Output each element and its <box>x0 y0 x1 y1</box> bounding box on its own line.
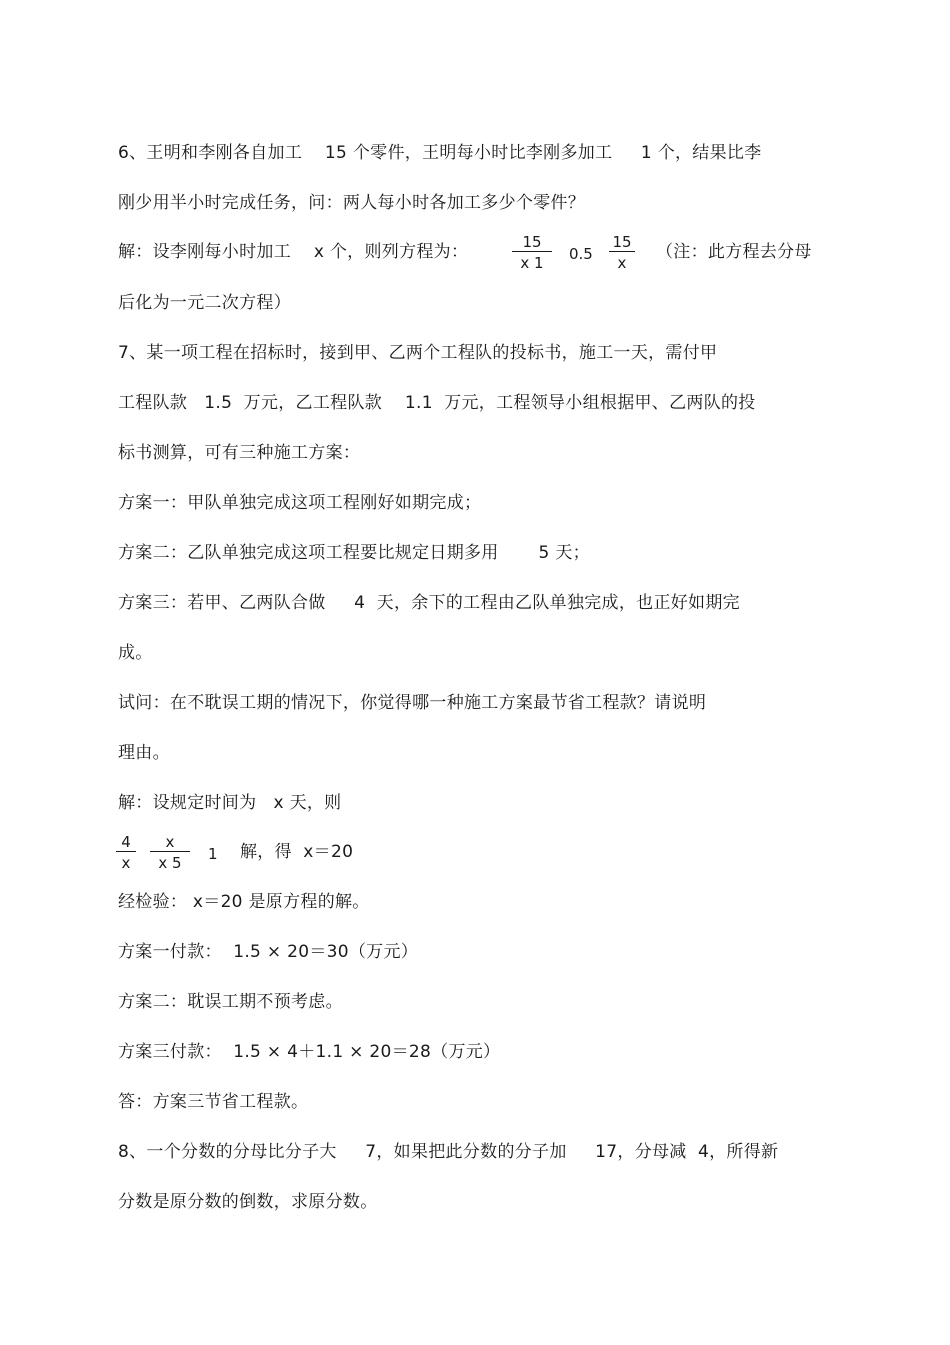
q7-line-3: 标书测算，可有三种施工方案： <box>118 443 361 463</box>
q6-fraction-2 <box>609 233 635 272</box>
q7-plan-3: 方案三：若甲、乙两队合做 4 天，余下的工程由乙队单独完成，也正好如期完 <box>118 593 740 613</box>
q7-solution-1: 解：设规定时间为 x 天，则 <box>118 793 342 813</box>
q7-answer: 答：方案三节省工程款。 <box>118 1092 309 1112</box>
q7-fraction-1-denominator: x <box>116 851 136 872</box>
q7-fraction-2-denominator: x 5 <box>150 851 190 872</box>
q7-fraction-2 <box>150 833 190 872</box>
q6-solution-prefix: 解：设李刚每小时加工 x 个，则列方程为： <box>118 242 469 262</box>
q8-line-2: 分数是原分数的倒数，求原分数。 <box>118 1192 378 1212</box>
q6-note: （注：此方程去分母 <box>656 242 812 262</box>
q7-question-1: 试问：在不耽误工期的情况下，你觉得哪一种施工方案最节省工程款？请说明 <box>118 693 707 713</box>
q7-fraction-1-numerator: 4 <box>121 833 131 851</box>
q7-payment-3: 方案三付款： 1.5 × 4＋1.1 × 20＝28（万元） <box>118 1042 501 1062</box>
q6-line-2: 刚少用半小时完成任务，问：两人每小时各加工多少个零件？ <box>118 193 586 213</box>
q7-payment-1: 方案一付款： 1.5 × 20＝30（万元） <box>118 942 419 962</box>
q7-fraction-2-numerator: x <box>165 833 175 851</box>
q7-fraction-1 <box>116 833 136 872</box>
q6-fraction-2-numerator: 15 <box>612 233 632 251</box>
q7-plan-2: 方案二：乙队单独完成这项工程要比规定日期多用 5 天； <box>118 543 590 563</box>
q8-line-1: 8、一个分数的分母比分子大 7，如果把此分数的分子加 17，分母减 4，所得新 <box>118 1142 779 1162</box>
q6-fraction-1-numerator: 15 <box>522 233 542 251</box>
q7-line-1: 7、某一项工程在招标时，接到甲、乙两个工程队的投标书，施工一天，需付甲 <box>118 343 718 363</box>
q7-plan-1: 方案一：甲队单独完成这项工程刚好如期完成； <box>118 493 482 513</box>
q6-fraction-1 <box>512 233 552 272</box>
q6-line-1: 6、王明和李刚各自加工 15 个零件，王明每小时比李刚多加工 1 个，结果比李 <box>118 143 762 163</box>
q6-mid-term: 0.5 <box>569 245 593 263</box>
q6-fraction-1-denominator: x 1 <box>512 251 552 272</box>
q7-line-2: 工程队款 1.5 万元，乙工程队款 1.1 万元，工程领导小组根据甲、乙两队的投 <box>118 393 756 413</box>
q6-fraction-2-denominator: x <box>609 251 635 272</box>
q7-equation-solution: 解，得 x＝20 <box>240 842 354 862</box>
q7-question-2: 理由。 <box>118 743 170 763</box>
q7-check: 经检验： x＝20 是原方程的解。 <box>118 892 370 912</box>
q7-plan-3-continued: 成。 <box>118 643 153 663</box>
q6-note-continued: 后化为一元二次方程） <box>118 293 291 313</box>
q7-payment-2: 方案二：耽误工期不预考虑。 <box>118 992 343 1012</box>
q7-equation-rhs: 1 <box>208 845 218 863</box>
